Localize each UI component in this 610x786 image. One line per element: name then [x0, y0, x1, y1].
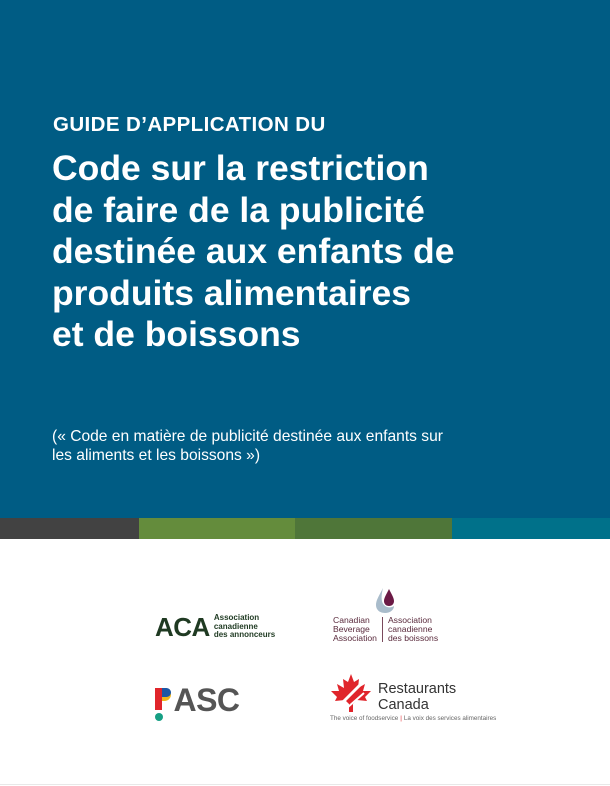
cover-title — [52, 148, 572, 356]
rc-tagline-en: The voice of foodservice — [330, 715, 399, 722]
rc-name-line: Restaurants — [378, 681, 457, 697]
pasc-exclamation-bar — [155, 688, 162, 710]
cba-english — [333, 616, 377, 643]
title-line: et de boissons — [52, 314, 301, 354]
maple-leaf-icon — [330, 673, 372, 713]
color-band — [295, 518, 452, 539]
aca-text-line: canadienne — [213, 621, 258, 631]
rc-name-line: Canada — [378, 697, 429, 713]
rc-tagline-separator: | — [400, 715, 402, 722]
aca-text-line: Association — [213, 613, 260, 623]
rc-tagline — [330, 715, 496, 722]
cba-divider — [382, 617, 383, 642]
cba-french — [388, 616, 438, 643]
color-band — [0, 518, 139, 539]
color-band — [452, 518, 610, 539]
cover-subtitle — [52, 428, 512, 465]
cba-line: Beverage — [333, 624, 370, 634]
title-line: destinée aux enfants de — [52, 231, 455, 271]
pasc-p-shape — [162, 688, 171, 697]
cba-line: canadienne — [387, 624, 433, 634]
color-band — [139, 518, 295, 539]
cba-line: des boissons — [387, 633, 439, 643]
title-line: produits alimentaires — [52, 272, 412, 313]
aca-text — [214, 614, 275, 639]
drop-icon — [375, 586, 397, 614]
cba-line: Association — [333, 633, 377, 643]
subtitle-line: les aliments et les boissons ») — [52, 446, 261, 464]
page-bottom-edge — [0, 784, 610, 785]
title-line: de faire de la publicité — [52, 189, 425, 230]
cover-kicker: GUIDE D’APPLICATION DU — [53, 113, 326, 136]
rc-name — [378, 681, 456, 713]
title-line: Code sur la restriction — [52, 148, 429, 188]
rc-tagline-fr: La voix des services alimentaires — [403, 715, 497, 722]
cba-line: Association — [387, 615, 432, 625]
partner-logos — [0, 539, 610, 786]
subtitle-line: (« Code en matière de publicité destinée aux enfants sur — [52, 428, 443, 445]
aca-logo — [155, 614, 275, 640]
pasc-mark-rest: ASC — [173, 682, 240, 718]
aca-text-line: des annonceurs — [213, 630, 276, 640]
color-band-strip — [0, 518, 610, 539]
pasc-exclamation-dot — [155, 713, 163, 721]
cba-line: Canadian — [333, 615, 370, 625]
aca-mark: ACA — [155, 612, 210, 642]
